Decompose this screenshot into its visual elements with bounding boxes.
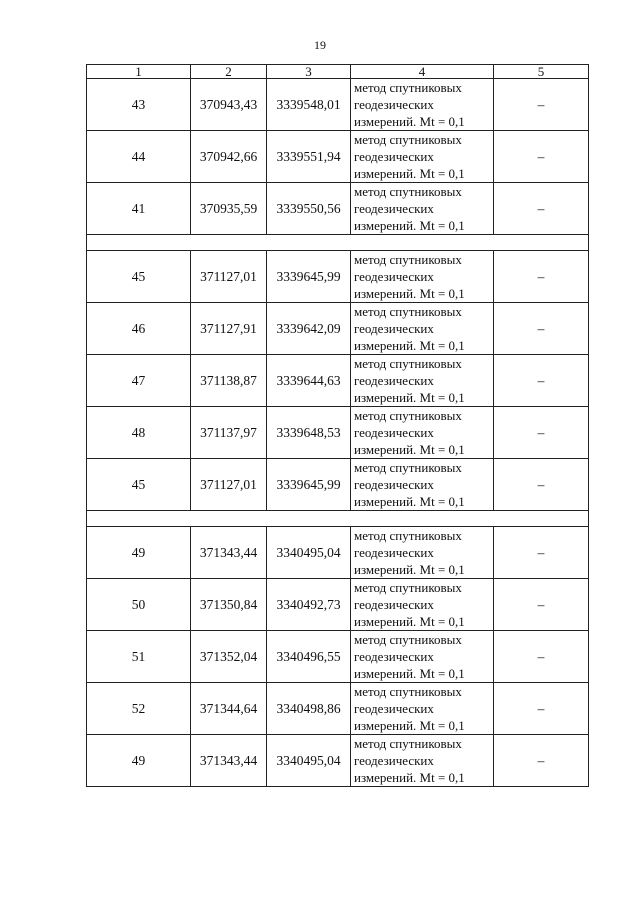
x-coordinate-cell: 371350,84 <box>191 579 267 631</box>
coordinates-table <box>86 64 589 787</box>
note-cell: – <box>494 579 589 631</box>
note-cell: – <box>494 183 589 235</box>
method-line: геодезических <box>354 425 434 440</box>
x-coordinate-cell: 371127,01 <box>191 459 267 511</box>
y-coordinate-cell: 3340498,86 <box>267 683 351 735</box>
note-cell: – <box>494 251 589 303</box>
method-cell <box>351 579 494 631</box>
table-row <box>87 579 589 631</box>
note-cell: – <box>494 631 589 683</box>
column-number-2: 2 <box>191 65 267 79</box>
x-coordinate-cell: 371344,64 <box>191 683 267 735</box>
point-number-cell: 46 <box>87 303 191 355</box>
group-separator-row <box>87 235 589 251</box>
method-cell <box>351 303 494 355</box>
table-row <box>87 79 589 131</box>
note-cell: – <box>494 683 589 735</box>
method-line: измерений. Mt = 0,1 <box>354 390 465 405</box>
y-coordinate-cell: 3339645,99 <box>267 251 351 303</box>
note-cell: – <box>494 407 589 459</box>
method-line: измерений. Mt = 0,1 <box>354 770 465 785</box>
point-number-cell: 41 <box>87 183 191 235</box>
method-cell <box>351 407 494 459</box>
method-cell <box>351 79 494 131</box>
point-number-cell: 49 <box>87 527 191 579</box>
method-cell <box>351 527 494 579</box>
point-number-cell: 51 <box>87 631 191 683</box>
method-cell <box>351 683 494 735</box>
method-cell <box>351 735 494 787</box>
method-line: метод спутниковых <box>354 132 462 147</box>
coordinates-table-body <box>87 65 589 787</box>
y-coordinate-cell: 3339648,53 <box>267 407 351 459</box>
method-line: измерений. Mt = 0,1 <box>354 614 465 629</box>
method-line: измерений. Mt = 0,1 <box>354 338 465 353</box>
method-line: геодезических <box>354 269 434 284</box>
method-cell <box>351 355 494 407</box>
y-coordinate-cell: 3340495,04 <box>267 735 351 787</box>
y-coordinate-cell: 3340495,04 <box>267 527 351 579</box>
method-cell <box>351 131 494 183</box>
y-coordinate-cell: 3340492,73 <box>267 579 351 631</box>
x-coordinate-cell: 371343,44 <box>191 735 267 787</box>
note-cell: – <box>494 735 589 787</box>
method-line: измерений. Mt = 0,1 <box>354 114 465 129</box>
column-number-1: 1 <box>87 65 191 79</box>
method-line: геодезических <box>354 701 434 716</box>
method-line: измерений. Mt = 0,1 <box>354 442 465 457</box>
table-row <box>87 303 589 355</box>
method-line: геодезических <box>354 201 434 216</box>
method-line: измерений. Mt = 0,1 <box>354 494 465 509</box>
x-coordinate-cell: 371127,91 <box>191 303 267 355</box>
y-coordinate-cell: 3339550,56 <box>267 183 351 235</box>
method-cell <box>351 251 494 303</box>
method-line: метод спутниковых <box>354 356 462 371</box>
x-coordinate-cell: 370935,59 <box>191 183 267 235</box>
group-separator-row <box>87 511 589 527</box>
method-line: геодезических <box>354 97 434 112</box>
method-line: геодезических <box>354 597 434 612</box>
table-row <box>87 459 589 511</box>
x-coordinate-cell: 371127,01 <box>191 251 267 303</box>
method-line: метод спутниковых <box>354 580 462 595</box>
x-coordinate-cell: 371137,97 <box>191 407 267 459</box>
y-coordinate-cell: 3339642,09 <box>267 303 351 355</box>
table-row <box>87 683 589 735</box>
y-coordinate-cell: 3339548,01 <box>267 79 351 131</box>
table-row <box>87 527 589 579</box>
method-line: метод спутниковых <box>354 252 462 267</box>
table-row <box>87 355 589 407</box>
method-cell <box>351 631 494 683</box>
x-coordinate-cell: 370942,66 <box>191 131 267 183</box>
method-cell <box>351 459 494 511</box>
table-row <box>87 183 589 235</box>
column-number-row <box>87 65 589 79</box>
method-line: геодезических <box>354 477 434 492</box>
point-number-cell: 43 <box>87 79 191 131</box>
method-line: метод спутниковых <box>354 184 462 199</box>
method-line: геодезических <box>354 545 434 560</box>
table-row <box>87 735 589 787</box>
method-line: измерений. Mt = 0,1 <box>354 166 465 181</box>
note-cell: – <box>494 79 589 131</box>
method-line: геодезических <box>354 321 434 336</box>
method-line: метод спутниковых <box>354 460 462 475</box>
method-line: геодезических <box>354 753 434 768</box>
x-coordinate-cell: 371352,04 <box>191 631 267 683</box>
method-line: измерений. Mt = 0,1 <box>354 718 465 733</box>
x-coordinate-cell: 370943,43 <box>191 79 267 131</box>
y-coordinate-cell: 3339551,94 <box>267 131 351 183</box>
point-number-cell: 52 <box>87 683 191 735</box>
point-number-cell: 49 <box>87 735 191 787</box>
group-separator-cell <box>87 235 589 251</box>
y-coordinate-cell: 3340496,55 <box>267 631 351 683</box>
column-number-5: 5 <box>494 65 589 79</box>
column-number-4: 4 <box>351 65 494 79</box>
method-line: измерений. Mt = 0,1 <box>354 666 465 681</box>
note-cell: – <box>494 303 589 355</box>
method-line: метод спутниковых <box>354 684 462 699</box>
note-cell: – <box>494 527 589 579</box>
method-line: метод спутниковых <box>354 408 462 423</box>
point-number-cell: 47 <box>87 355 191 407</box>
method-line: метод спутниковых <box>354 528 462 543</box>
method-line: геодезических <box>354 149 434 164</box>
point-number-cell: 50 <box>87 579 191 631</box>
point-number-cell: 45 <box>87 459 191 511</box>
y-coordinate-cell: 3339644,63 <box>267 355 351 407</box>
method-line: метод спутниковых <box>354 304 462 319</box>
note-cell: – <box>494 355 589 407</box>
method-line: измерений. Mt = 0,1 <box>354 562 465 577</box>
point-number-cell: 48 <box>87 407 191 459</box>
point-number-cell: 45 <box>87 251 191 303</box>
table-row <box>87 251 589 303</box>
method-line: геодезических <box>354 649 434 664</box>
column-number-3: 3 <box>267 65 351 79</box>
table-row <box>87 131 589 183</box>
group-separator-cell <box>87 511 589 527</box>
method-cell <box>351 183 494 235</box>
note-cell: – <box>494 131 589 183</box>
method-line: измерений. Mt = 0,1 <box>354 218 465 233</box>
method-line: метод спутниковых <box>354 80 462 95</box>
method-line: метод спутниковых <box>354 736 462 751</box>
page-number: 19 <box>314 38 326 52</box>
point-number-cell: 44 <box>87 131 191 183</box>
table-row <box>87 631 589 683</box>
method-line: метод спутниковых <box>354 632 462 647</box>
x-coordinate-cell: 371138,87 <box>191 355 267 407</box>
method-line: геодезических <box>354 373 434 388</box>
x-coordinate-cell: 371343,44 <box>191 527 267 579</box>
method-line: измерений. Mt = 0,1 <box>354 286 465 301</box>
note-cell: – <box>494 459 589 511</box>
table-row <box>87 407 589 459</box>
y-coordinate-cell: 3339645,99 <box>267 459 351 511</box>
